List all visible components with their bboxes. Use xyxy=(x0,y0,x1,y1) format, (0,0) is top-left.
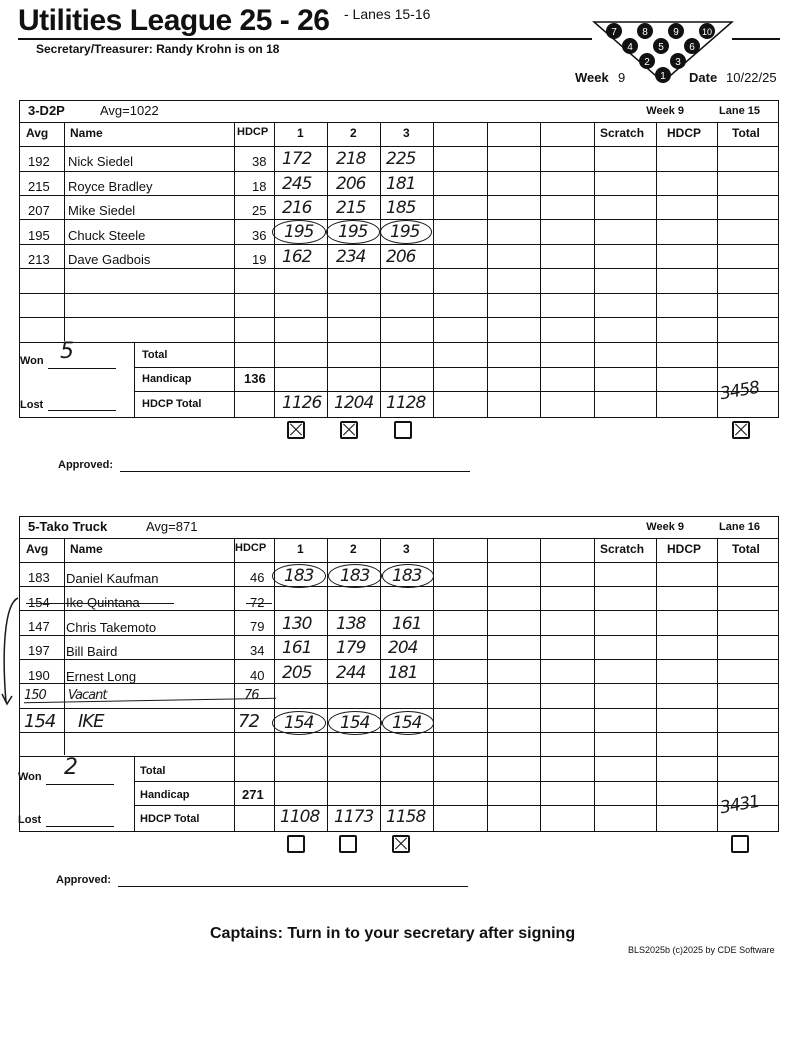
svg-text:9: 9 xyxy=(673,27,679,38)
game-3-score: 154 xyxy=(392,713,422,733)
pin-3 xyxy=(670,53,686,69)
league-title: Utilities League 25 - 26 xyxy=(18,4,330,37)
col-game2: 2 xyxy=(350,126,357,140)
game-3-score: 183 xyxy=(392,566,422,586)
team-average: Avg=1022 xyxy=(100,103,159,118)
player-avg: 154 xyxy=(24,711,56,732)
lost-label: Lost xyxy=(18,814,42,826)
player-name: IKE xyxy=(78,711,104,732)
game-1-score: 154 xyxy=(284,713,314,733)
total-label: Total xyxy=(142,349,168,361)
handicap-value: 271 xyxy=(242,787,264,802)
game-1-score: 130 xyxy=(282,614,312,634)
game-3-score: 195 xyxy=(390,222,420,242)
hdcp-total-game-3: 1158 xyxy=(386,807,426,827)
game-1-checkbox[interactable] xyxy=(287,421,305,439)
game-3-score: 225 xyxy=(386,149,416,169)
player-name: Daniel Kaufman xyxy=(66,571,159,586)
handicap-label: Handicap xyxy=(142,373,192,385)
player-avg: 197 xyxy=(28,643,50,658)
game-1-score: 162 xyxy=(282,247,312,267)
player-hdcp: 72 xyxy=(238,711,259,732)
svg-text:5: 5 xyxy=(658,42,664,53)
col-hdcp-total: HDCP xyxy=(667,542,702,556)
won-value: 5 xyxy=(60,339,73,364)
game-1-score: 195 xyxy=(284,222,314,242)
game-3-score: 181 xyxy=(386,174,416,194)
col-total: Total xyxy=(732,542,760,556)
svg-text:10: 10 xyxy=(701,27,713,37)
move-arrow xyxy=(0,594,22,712)
col-name: Name xyxy=(70,542,103,556)
col-hdcp: HDCP xyxy=(237,126,269,138)
hdcp-total-label: HDCP Total xyxy=(142,398,202,410)
player-name: Chris Takemoto xyxy=(66,620,157,635)
game-3-checkbox[interactable] xyxy=(394,421,412,439)
col-game2: 2 xyxy=(350,542,357,556)
pin-10 xyxy=(699,23,715,39)
col-scratch: Scratch xyxy=(600,542,645,556)
player-avg: 215 xyxy=(28,179,50,194)
player-hdcp: 18 xyxy=(252,179,267,194)
team-week: Week 9 xyxy=(646,521,684,533)
game-1-score: 245 xyxy=(282,174,312,194)
player-name: Ike Quintana xyxy=(66,595,140,610)
game-3-score: 181 xyxy=(388,663,418,683)
header-rule-right xyxy=(732,38,780,40)
game-1-score: 183 xyxy=(284,566,314,586)
team-average: Avg=871 xyxy=(146,519,198,534)
team-sheet-2 xyxy=(19,516,779,832)
team-header xyxy=(20,517,778,539)
player-hdcp: 72 xyxy=(250,595,265,610)
team-lane: Lane 16 xyxy=(719,521,760,533)
approved-label: Approved: xyxy=(58,459,113,471)
game-3-score: 206 xyxy=(386,247,416,267)
col-avg: Avg xyxy=(26,126,49,140)
captains-note: Captains: Turn in to your secretary after signing xyxy=(210,925,576,942)
col-game3: 3 xyxy=(403,126,410,140)
player-avg: 192 xyxy=(28,154,50,169)
player-name: Vacant xyxy=(68,688,107,703)
total-checkbox[interactable] xyxy=(732,421,750,439)
player-name: Nick Siedel xyxy=(68,154,134,169)
hdcp-total-game-1: 1108 xyxy=(280,807,320,827)
pin-6 xyxy=(684,38,700,54)
svg-text:3: 3 xyxy=(675,57,681,68)
game-2-score: 154 xyxy=(340,713,370,733)
team-name: 5-Tako Truck xyxy=(28,519,108,534)
game-2-checkbox[interactable] xyxy=(339,835,357,853)
handicap-label: Handicap xyxy=(140,789,190,801)
team-name: 3-D2P xyxy=(28,103,65,118)
game-2-score: 218 xyxy=(336,149,366,169)
player-avg: 147 xyxy=(28,619,50,634)
game-1-score: 172 xyxy=(282,149,312,169)
game-2-score: 206 xyxy=(336,174,366,194)
player-hdcp: 25 xyxy=(252,203,267,218)
col-total: Total xyxy=(732,126,760,140)
game-2-score: 183 xyxy=(340,566,370,586)
svg-text:7: 7 xyxy=(611,27,617,38)
player-avg: 213 xyxy=(28,252,50,267)
player-name: Mike Siedel xyxy=(68,203,136,218)
date-value: 10/22/25 xyxy=(726,70,777,85)
player-avg: 207 xyxy=(28,203,50,218)
pin-2 xyxy=(639,53,655,69)
hdcp-total-game-2: 1173 xyxy=(334,807,374,827)
col-avg: Avg xyxy=(26,542,49,556)
player-hdcp: 40 xyxy=(250,668,265,683)
game-2-score: 234 xyxy=(336,247,366,267)
hdcp-total-game-2: 1204 xyxy=(334,393,374,413)
date-label: Date xyxy=(689,70,718,85)
player-hdcp: 79 xyxy=(250,619,265,634)
player-hdcp: 36 xyxy=(252,228,267,243)
copyright: BLS2025b (c)2025 by CDE Software xyxy=(628,945,775,955)
player-hdcp: 19 xyxy=(252,252,267,267)
team-sheet-1 xyxy=(19,100,779,418)
pin-7 xyxy=(606,23,622,39)
pin-9 xyxy=(668,23,684,39)
handicap-value: 136 xyxy=(244,371,266,386)
game-3-score: 204 xyxy=(388,638,418,658)
hdcp-total-game-1: 1126 xyxy=(282,393,322,413)
game-2-score: 138 xyxy=(336,614,366,634)
player-name: Bill Baird xyxy=(66,644,118,659)
hdcp-total-game-3: 1128 xyxy=(386,393,426,413)
game-3-checkbox[interactable] xyxy=(392,835,410,853)
player-name: Dave Gadbois xyxy=(68,252,151,267)
player-hdcp: 46 xyxy=(250,570,265,585)
lanes-label: - Lanes 15-16 xyxy=(344,6,431,22)
pin-4 xyxy=(622,38,638,54)
col-name: Name xyxy=(70,126,103,140)
game-2-score: 195 xyxy=(338,222,368,242)
game-3-score: 161 xyxy=(392,614,422,634)
game-1-score: 161 xyxy=(282,638,312,658)
won-value: 2 xyxy=(64,755,77,780)
game-3-score: 185 xyxy=(386,198,416,218)
week-label: Week xyxy=(575,70,609,85)
week-value: 9 xyxy=(618,70,626,85)
game-2-score: 179 xyxy=(336,638,366,658)
player-hdcp: 76 xyxy=(244,688,259,703)
won-label: Won xyxy=(18,771,42,783)
grand-total: 3431 xyxy=(718,791,761,819)
game-1-score: 205 xyxy=(282,663,312,683)
col-hdcp-total: HDCP xyxy=(667,126,702,140)
hdcp-total-label: HDCP Total xyxy=(140,813,200,825)
svg-text:4: 4 xyxy=(627,42,633,53)
svg-text:1: 1 xyxy=(660,71,666,82)
player-hdcp: 34 xyxy=(250,643,265,658)
player-name: Royce Bradley xyxy=(68,179,153,194)
game-1-checkbox[interactable] xyxy=(287,835,305,853)
pin-1 xyxy=(655,67,671,83)
player-avg: 154 xyxy=(28,595,50,610)
game-2-checkbox[interactable] xyxy=(340,421,358,439)
secretary-line: Secretary/Treasurer: Randy Krohn is on 18 xyxy=(36,42,280,56)
player-name: Ernest Long xyxy=(66,669,137,684)
game-2-score: 244 xyxy=(336,663,366,683)
team-header xyxy=(20,101,778,123)
grand-total: 3458 xyxy=(718,377,761,405)
col-game1: 1 xyxy=(297,542,304,556)
total-label: Total xyxy=(140,765,166,777)
col-hdcp: HDCP xyxy=(235,542,267,554)
player-avg: 183 xyxy=(28,570,50,585)
pin-8 xyxy=(637,23,653,39)
team-week: Week 9 xyxy=(646,105,684,117)
col-game1: 1 xyxy=(297,126,304,140)
approved-label: Approved: xyxy=(56,874,111,886)
won-label: Won xyxy=(20,355,44,367)
col-scratch: Scratch xyxy=(600,126,645,140)
svg-text:2: 2 xyxy=(644,57,650,68)
total-checkbox[interactable] xyxy=(731,835,749,853)
svg-text:8: 8 xyxy=(642,27,648,38)
game-2-score: 215 xyxy=(336,198,366,218)
game-1-score: 216 xyxy=(282,198,312,218)
player-avg: 195 xyxy=(28,228,50,243)
pin-5 xyxy=(653,38,669,54)
player-hdcp: 38 xyxy=(252,154,267,169)
svg-text:6: 6 xyxy=(689,42,695,53)
lost-label: Lost xyxy=(20,399,44,411)
player-avg: 190 xyxy=(28,668,50,683)
player-avg: 150 xyxy=(24,688,46,703)
player-name: Chuck Steele xyxy=(68,228,146,243)
team-lane: Lane 15 xyxy=(719,105,760,117)
col-game3: 3 xyxy=(403,542,410,556)
header-rule xyxy=(18,38,592,40)
